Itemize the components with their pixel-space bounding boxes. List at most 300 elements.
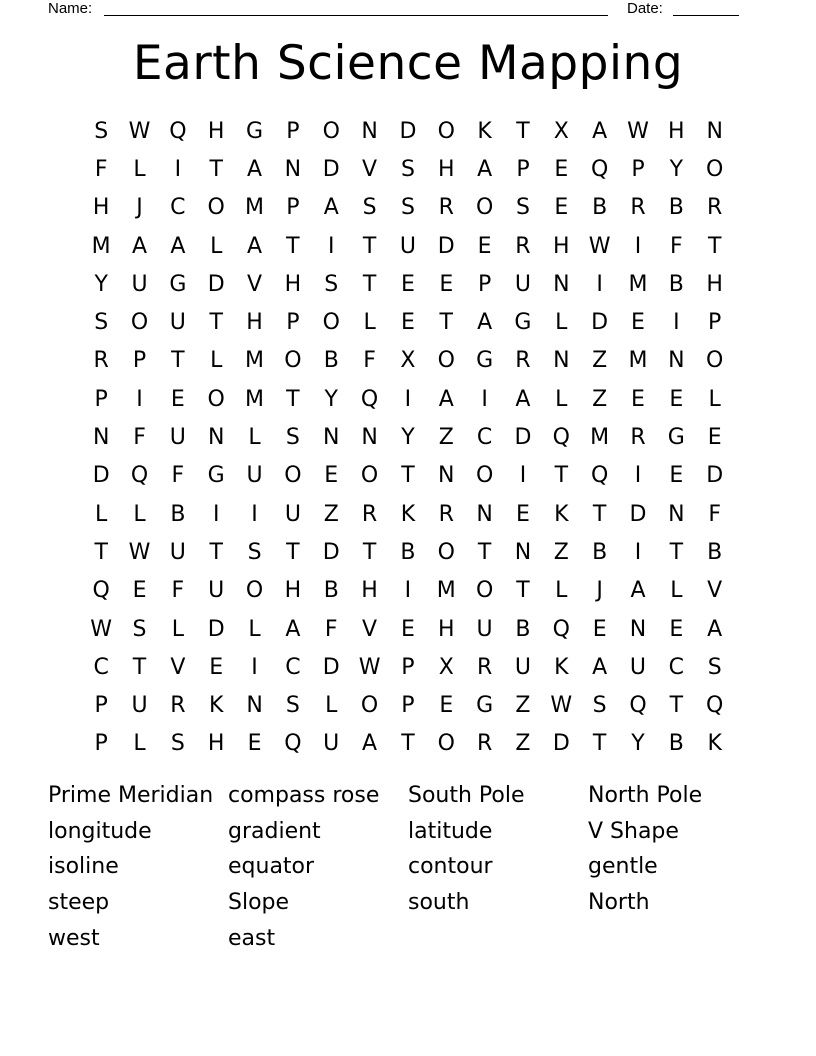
grid-letter: A	[285, 616, 301, 642]
grid-letter: B	[707, 539, 723, 565]
grid-letter: I	[404, 578, 412, 604]
grid-letter: E	[247, 731, 262, 757]
grid-row	[82, 495, 734, 533]
grid-letter: S	[285, 425, 300, 451]
grid-letter: N	[361, 118, 378, 144]
grid-letter: F	[171, 578, 185, 604]
grid-letter: U	[131, 271, 148, 297]
date-blank-line	[673, 15, 739, 16]
word-list-item: compass rose	[228, 783, 380, 808]
grid-letter: Y	[94, 271, 108, 297]
grid-letter: Y	[324, 386, 338, 412]
word-list-item: latitude	[408, 818, 493, 844]
grid-letter: R	[515, 233, 531, 259]
grid-letter: K	[554, 501, 569, 527]
grid-letter: Z	[438, 425, 454, 451]
grid-letter: H	[553, 233, 570, 259]
grid-letter: C	[93, 654, 109, 680]
grid-letter: U	[399, 233, 416, 259]
grid-letter: Y	[669, 156, 684, 182]
grid-letter: B	[170, 501, 186, 527]
grid-letter: N	[361, 425, 378, 451]
word-list-item: equator	[228, 854, 315, 880]
grid-letter: P	[94, 386, 108, 412]
grid-letter: R	[93, 348, 109, 374]
grid-letter: S	[515, 195, 530, 221]
grid-letter: A	[592, 118, 608, 144]
grid-letter: O	[437, 348, 455, 374]
grid-letter: T	[477, 539, 492, 565]
grid-row	[82, 648, 734, 686]
grid-letter: E	[554, 195, 569, 221]
grid-letter: K	[477, 118, 492, 144]
grid-letter: Z	[515, 731, 531, 757]
grid-letter: L	[363, 310, 376, 336]
grid-letter: L	[133, 731, 146, 757]
word-list-item: isoline	[48, 854, 119, 880]
grid-letter: L	[210, 348, 223, 374]
grid-letter: X	[400, 348, 416, 374]
grid-letter: A	[323, 195, 339, 221]
grid-letter: S	[324, 271, 339, 297]
grid-letter: S	[285, 693, 300, 719]
grid-letter: O	[437, 539, 455, 565]
grid-letter: R	[361, 501, 378, 527]
grid-letter: T	[171, 348, 185, 374]
grid-letter: U	[514, 271, 531, 297]
grid-letter: D	[92, 463, 110, 489]
grid-letter: N	[92, 425, 110, 451]
grid-letter: L	[133, 501, 146, 527]
grid-letter: O	[207, 386, 225, 412]
grid-letter: O	[706, 156, 724, 182]
grid-letter: Y	[401, 425, 415, 451]
grid-letter: A	[362, 731, 378, 757]
word-search-grid	[82, 112, 734, 763]
grid-letter: U	[629, 654, 647, 680]
grid-letter: G	[476, 693, 494, 719]
grid-letter: P	[286, 310, 300, 336]
word-list	[48, 778, 768, 956]
grid-row	[82, 380, 734, 418]
grid-letter: E	[170, 386, 185, 412]
grid-letter: L	[325, 693, 338, 719]
grid-letter: Z	[592, 386, 608, 412]
grid-letter: E	[669, 386, 684, 412]
grid-letter: E	[592, 616, 607, 642]
grid-letter: N	[476, 501, 493, 527]
grid-row	[82, 572, 734, 610]
grid-letter: A	[515, 386, 531, 412]
grid-letter: P	[631, 156, 645, 182]
grid-letter: E	[554, 156, 569, 182]
grid-letter: F	[670, 233, 683, 259]
grid-letter: Q	[590, 156, 609, 182]
grid-letter: L	[248, 616, 261, 642]
grid-letter: Q	[590, 463, 609, 489]
grid-letter: D	[207, 271, 225, 297]
grid-letter: W	[550, 693, 573, 719]
grid-letter: S	[132, 616, 147, 642]
grid-letter: X	[553, 118, 569, 144]
grid-letter: O	[437, 118, 455, 144]
grid-letter: B	[592, 539, 608, 565]
grid-letter: T	[707, 233, 722, 259]
grid-letter: R	[170, 693, 186, 719]
grid-letter: T	[669, 539, 684, 565]
grid-letter: R	[515, 348, 531, 374]
grid-letter: T	[209, 156, 223, 182]
word-list-item: gentle	[588, 854, 658, 880]
grid-letter: H	[437, 156, 455, 182]
grid-letter: N	[246, 693, 263, 719]
grid-letter: H	[207, 118, 225, 144]
grid-letter: O	[437, 731, 455, 757]
grid-letter: M	[245, 348, 265, 374]
grid-letter: O	[360, 693, 379, 719]
grid-letter: Z	[323, 501, 339, 527]
grid-letter: P	[516, 156, 530, 182]
grid-letter: A	[170, 233, 186, 259]
grid-letter: D	[706, 463, 724, 489]
grid-letter: O	[207, 195, 225, 221]
grid-letter: U	[169, 539, 186, 565]
grid-letter: M	[628, 271, 648, 297]
grid-letter: C	[285, 654, 301, 680]
word-list-item: Slope	[228, 890, 290, 916]
grid-letter: T	[554, 463, 569, 489]
grid-letter: S	[592, 693, 607, 719]
grid-letter: B	[668, 271, 684, 297]
grid-letter: H	[668, 118, 685, 144]
date-label: Date:	[627, 0, 663, 17]
grid-letter: T	[669, 693, 684, 719]
grid-letter: W	[90, 616, 113, 642]
grid-letter: O	[475, 463, 494, 489]
grid-letter: O	[322, 310, 340, 336]
word-list-item: North	[588, 890, 650, 916]
grid-letter: H	[361, 578, 378, 604]
grid-letter: Q	[629, 693, 647, 719]
grid-letter: C	[170, 195, 186, 221]
grid-letter: G	[246, 118, 264, 144]
grid-letter: T	[592, 501, 607, 527]
grid-letter: Y	[631, 731, 645, 757]
grid-letter: O	[284, 463, 302, 489]
grid-letter: P	[286, 195, 300, 221]
grid-row	[82, 418, 734, 456]
grid-letter: E	[132, 578, 147, 604]
grid-letter: F	[708, 501, 721, 527]
grid-letter: D	[322, 654, 340, 680]
grid-letter: E	[439, 271, 454, 297]
grid-letter: M	[91, 233, 111, 259]
grid-letter: T	[286, 539, 300, 565]
word-list-item: North Pole	[588, 783, 703, 808]
grid-letter: L	[670, 578, 683, 604]
grid-letter: P	[477, 271, 492, 297]
grid-letter: T	[209, 539, 223, 565]
grid-letter: O	[130, 310, 149, 336]
grid-row	[82, 303, 734, 341]
grid-letter: F	[171, 463, 185, 489]
grid-letter: Q	[552, 425, 570, 451]
grid-row	[82, 610, 734, 648]
grid-letter: Z	[553, 539, 569, 565]
grid-letter: N	[207, 425, 225, 451]
grid-letter: N	[668, 501, 685, 527]
grid-letter: N	[553, 348, 570, 374]
grid-letter: L	[95, 501, 108, 527]
grid-letter: D	[591, 310, 609, 336]
grid-letter: T	[132, 654, 147, 680]
grid-letter: E	[209, 654, 224, 680]
grid-letter: T	[516, 118, 530, 144]
grid-letter: E	[707, 425, 722, 451]
grid-letter: I	[519, 463, 527, 489]
grid-letter: E	[477, 233, 492, 259]
grid-letter: Q	[360, 386, 379, 412]
grid-letter: F	[94, 156, 108, 182]
grid-letter: G	[476, 348, 494, 374]
grid-letter: E	[631, 386, 645, 412]
grid-letter: P	[132, 348, 147, 374]
grid-letter: M	[436, 578, 456, 604]
grid-letter: O	[475, 578, 494, 604]
grid-letter: Q	[706, 693, 724, 719]
grid-letter: A	[630, 578, 646, 604]
grid-letter: Z	[515, 693, 531, 719]
grid-letter: I	[673, 310, 680, 336]
grid-letter: U	[323, 731, 340, 757]
grid-letter: T	[516, 578, 530, 604]
grid-letter: T	[592, 731, 607, 757]
grid-letter: V	[247, 271, 263, 297]
grid-letter: V	[362, 156, 378, 182]
grid-letter: G	[514, 310, 532, 336]
grid-letter: L	[555, 310, 568, 336]
grid-letter: M	[628, 348, 648, 374]
grid-letter: T	[362, 539, 377, 565]
grid-letter: V	[362, 616, 378, 642]
grid-letter: A	[247, 156, 263, 182]
grid-letter: H	[284, 578, 302, 604]
grid-letter: N	[668, 348, 685, 374]
grid-letter: P	[401, 654, 415, 680]
grid-letter: W	[358, 654, 381, 680]
grid-letter: H	[284, 271, 302, 297]
grid-row	[82, 342, 734, 380]
grid-letter: S	[94, 310, 109, 336]
grid-row	[82, 457, 734, 495]
grid-letter: R	[438, 501, 454, 527]
grid-letter: X	[438, 654, 454, 680]
grid-letter: K	[554, 654, 569, 680]
grid-letter: L	[248, 425, 261, 451]
grid-letter: N	[706, 118, 723, 144]
grid-letter: U	[476, 616, 493, 642]
grid-letter: B	[592, 195, 608, 221]
grid-letter: I	[404, 386, 412, 412]
grid-letter: E	[516, 501, 530, 527]
word-list-item: east	[228, 925, 276, 951]
grid-letter: R	[630, 195, 646, 221]
grid-letter: P	[94, 693, 108, 719]
grid-letter: T	[401, 463, 415, 489]
grid-letter: N	[438, 463, 455, 489]
word-list-item: south	[408, 890, 470, 916]
grid-row	[82, 112, 734, 150]
grid-letter: I	[481, 386, 488, 412]
grid-letter: I	[251, 501, 258, 527]
grid-letter: T	[362, 271, 377, 297]
grid-letter: D	[322, 156, 340, 182]
grid-letter: O	[360, 463, 379, 489]
name-blank-line	[104, 15, 608, 16]
grid-letter: O	[284, 348, 302, 374]
grid-letter: F	[133, 425, 146, 451]
grid-letter: N	[553, 271, 570, 297]
grid-letter: U	[246, 463, 263, 489]
grid-letter: A	[247, 233, 263, 259]
grid-letter: P	[286, 118, 300, 144]
grid-letter: I	[634, 463, 642, 489]
grid-letter: U	[284, 501, 301, 527]
grid-letter: C	[476, 425, 493, 451]
word-list-item: gradient	[228, 818, 321, 844]
grid-letter: G	[207, 463, 225, 489]
grid-row	[82, 533, 734, 571]
word-list-item: South Pole	[408, 783, 525, 808]
grid-row	[82, 150, 734, 188]
grid-letter: J	[596, 578, 603, 604]
grid-letter: L	[708, 386, 721, 412]
grid-letter: Q	[169, 118, 187, 144]
grid-letter: R	[476, 654, 493, 680]
grid-letter: G	[169, 271, 187, 297]
grid-letter: D	[399, 118, 417, 144]
grid-letter: U	[514, 654, 531, 680]
grid-letter: D	[207, 616, 225, 642]
grid-letter: L	[555, 578, 568, 604]
grid-letter: E	[324, 463, 339, 489]
grid-letter: D	[514, 425, 532, 451]
grid-letter: K	[400, 501, 416, 527]
grid-letter: P	[94, 731, 108, 757]
grid-letter: S	[707, 654, 722, 680]
grid-letter: Q	[552, 616, 570, 642]
grid-letter: U	[208, 578, 225, 604]
grid-letter: E	[631, 310, 645, 336]
grid-letter: T	[94, 539, 108, 565]
grid-letter: A	[592, 654, 608, 680]
grid-letter: A	[707, 616, 723, 642]
worksheet-header	[0, 0, 816, 20]
grid-row	[82, 265, 734, 303]
grid-letter: K	[208, 693, 224, 719]
grid-letter: T	[401, 731, 415, 757]
grid-letter: L	[210, 233, 223, 259]
word-list-item: V Shape	[588, 818, 679, 844]
word-list-item: Prime Meridian	[48, 783, 214, 808]
grid-letter: G	[667, 425, 685, 451]
grid-row	[82, 725, 734, 763]
grid-letter: Q	[130, 463, 149, 489]
word-list-item: longitude	[48, 818, 152, 844]
grid-letter: E	[669, 616, 684, 642]
grid-letter: D	[322, 539, 340, 565]
grid-letter: Z	[592, 348, 608, 374]
grid-letter: A	[438, 386, 454, 412]
grid-letter: S	[247, 539, 262, 565]
grid-letter: I	[634, 539, 642, 565]
grid-letter: W	[128, 118, 151, 144]
grid-letter: T	[209, 310, 223, 336]
grid-letter: B	[323, 578, 339, 604]
grid-letter: O	[706, 348, 724, 374]
grid-letter: P	[401, 693, 415, 719]
grid-letter: D	[629, 501, 647, 527]
word-list-item: west	[48, 925, 100, 951]
grid-letter: T	[439, 310, 453, 336]
grid-letter: H	[706, 271, 723, 297]
grid-letter: I	[596, 271, 603, 297]
grid-letter: V	[707, 578, 723, 604]
grid-letter: E	[400, 271, 415, 297]
grid-letter: O	[322, 118, 340, 144]
grid-letter: R	[438, 195, 454, 221]
grid-letter: N	[284, 156, 302, 182]
grid-row	[82, 227, 734, 265]
grid-letter: P	[708, 310, 722, 336]
grid-letter: U	[131, 693, 148, 719]
grid-letter: I	[251, 654, 258, 680]
grid-letter: A	[477, 156, 493, 182]
grid-letter: W	[128, 539, 151, 565]
grid-letter: U	[169, 310, 186, 336]
grid-letter: S	[362, 195, 377, 221]
grid-letter: B	[515, 616, 531, 642]
grid-letter: H	[92, 195, 110, 221]
grid-letter: I	[634, 233, 642, 259]
grid-row	[82, 686, 734, 724]
grid-letter: T	[362, 233, 377, 259]
grid-letter: S	[400, 195, 415, 221]
grid-letter: B	[668, 731, 684, 757]
grid-letter: K	[707, 731, 722, 757]
page-title: Earth Science Mapping	[132, 36, 684, 91]
grid-letter: A	[477, 310, 493, 336]
grid-letter: S	[170, 731, 185, 757]
grid-letter: M	[590, 425, 610, 451]
grid-letter: S	[94, 118, 109, 144]
grid-letter: V	[170, 654, 186, 680]
grid-letter: E	[400, 310, 415, 336]
grid-letter: N	[629, 616, 647, 642]
grid-letter: R	[630, 425, 646, 451]
grid-letter: J	[136, 195, 143, 221]
grid-letter: N	[323, 425, 340, 451]
grid-letter: I	[212, 501, 220, 527]
word-list-item: contour	[408, 854, 493, 880]
grid-letter: E	[400, 616, 415, 642]
grid-letter: L	[555, 386, 568, 412]
grid-letter: E	[669, 463, 684, 489]
grid-letter: O	[245, 578, 264, 604]
grid-letter: W	[588, 233, 611, 259]
grid-letter: I	[327, 233, 335, 259]
grid-letter: H	[437, 616, 455, 642]
